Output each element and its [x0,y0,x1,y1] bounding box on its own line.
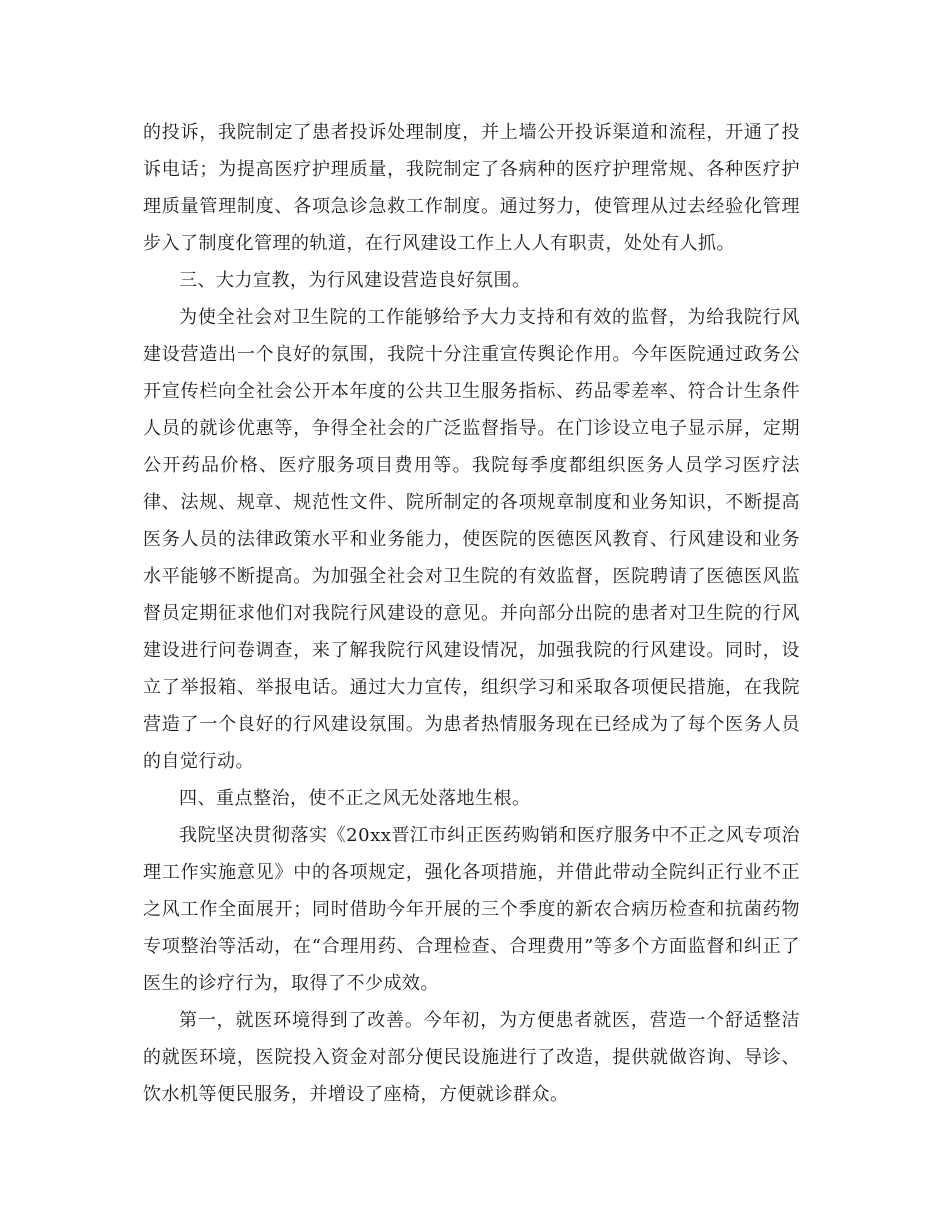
paragraph-rectification: 我院坚决贯彻落实《20xx晋江市纠正医药购销和医疗服务中不正之风专项治理工作实施意见》中的各项规定，强化各项措施，并借此带动全院纠正行业不正之风工作全面展开；同时借助今年开展的三个季度的新农合病历检查和抗菌药物专项整治等活动，在“合理用药、合理检查、合理费用”等多个方面监督和纠正了医生的诊疗行为，取得了不少成效。 [143,825,800,994]
heading-section-four: 四、重点整治，使不正之风无处落地生根。 [179,788,531,809]
paragraph-environment: 第一，就医环境得到了改善。今年初，为方便患者就医，营造一个舒适整洁的就医环境，医院投入资金对部分便民设施进行了改造，提供就做咨询、导诊、饮水机等便民服务，并增设了座椅，方便就诊群众。 [143,1010,800,1105]
paragraph-publicity: 为使全社会对卫生院的工作能够给予大力支持和有效的监督，为给我院行风建设营造出一个良好的氛围，我院十分注重宣传舆论作用。今年医院通过政务公开宣传栏向全社会公开本年度的公共卫生服务指标、药品零差率、符合计生条件人员的就诊优惠等，争得全社会的广泛监督指导。在门诊设立电子显示屏，定期公开药品价格、医疗服务项目费用等。我院每季度都组织医务人员学习医疗法律、法规、规章、规范性文件、院所制定的各项规章制度和业务知识，不断提高医务人员的法律政策水平和业务能力，使医院的医德医风教育、行风建设和业务水平能够不断提高。为加强全社会对卫生院的有效监督，医院聘请了医德医风监督员定期征求他们对我院行风建设的意见。并向部分出院的患者对卫生院的行风建设进行问卷调查，来了解我院行风建设情况，加强我院的行风建设。同时，设立了举报箱、举报电话。通过大力宣传，组织学习和采取各项便民措施，在我院营造了一个良好的行风建设氛围。为患者热情服务现在已经成为了每个医务人员的自觉行动。 [143,307,800,772]
paragraph-complaint-system: 的投诉，我院制定了患者投诉处理制度，并上墙公开投诉渠道和流程，开通了投诉电话；为提高医疗护理质量，我院制定了各病种的医疗护理常规、各种医疗护理质量管理制度、各项急诊急救工作制度。通过努力，使管理从过去经验化管理步入了制度化管理的轨道，在行风建设工作上人人有职责，处处有人抓。 [143,122,800,254]
document-body [143,114,800,1113]
heading-section-three: 三、大力宣教，为行风建设营造良好氛围。 [179,270,531,291]
